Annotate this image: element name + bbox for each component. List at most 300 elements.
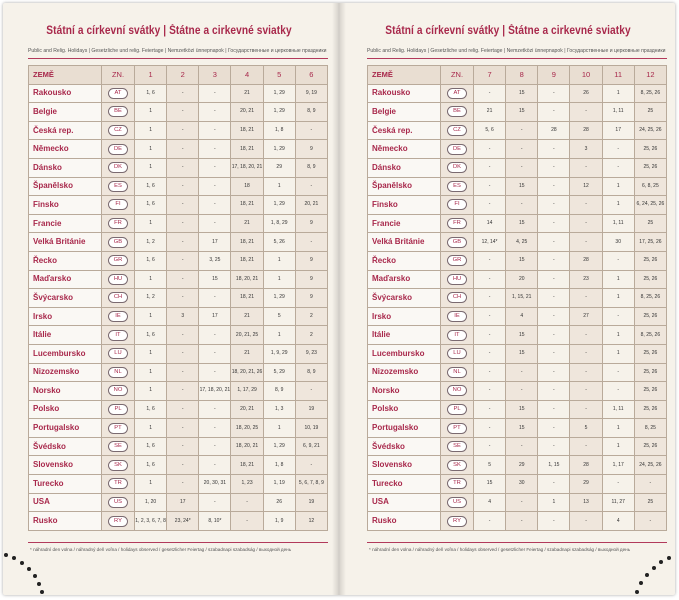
country-name: Francie — [368, 214, 441, 233]
holiday-dates-cell: 15 — [506, 251, 538, 270]
holiday-dates-cell: - — [570, 289, 602, 308]
holiday-dates-cell: 1, 8, 29 — [263, 214, 295, 233]
country-code-badge: LU — [108, 348, 128, 359]
country-name: Lucembursko — [29, 344, 102, 363]
holiday-dates-cell: 1, 19 — [263, 475, 295, 494]
holiday-dates-cell: 20, 21 — [231, 103, 263, 122]
country-code-badge: CZ — [447, 125, 467, 136]
holiday-dates-cell: - — [570, 158, 602, 177]
holiday-dates-cell: 29 — [263, 158, 295, 177]
holiday-dates-cell: 18, 21 — [231, 251, 263, 270]
holiday-dates-cell: - — [474, 326, 506, 345]
country-code-badge: ES — [108, 181, 128, 192]
holiday-dates-cell: 1 — [263, 270, 295, 289]
holiday-dates-cell: - — [538, 158, 570, 177]
country-name: Nizozemsko — [29, 363, 102, 382]
country-code-badge: CH — [447, 292, 467, 303]
country-name: USA — [29, 493, 102, 512]
holiday-dates-cell: 1, 6 — [135, 400, 167, 419]
holiday-dates-cell: 25, 26 — [634, 400, 666, 419]
holiday-dates-cell: - — [167, 363, 199, 382]
holiday-dates-cell: 11, 27 — [602, 493, 634, 512]
holiday-dates-cell: - — [199, 214, 231, 233]
holiday-dates-cell: 26 — [263, 493, 295, 512]
holiday-dates-cell: 18, 20, 21, 26 — [231, 363, 263, 382]
country-name: Česká rep. — [368, 121, 441, 140]
holiday-dates-cell: 1, 9 — [263, 512, 295, 531]
holiday-dates-cell: - — [199, 437, 231, 456]
holiday-dates-cell: - — [231, 512, 263, 531]
country-code-badge: TR — [108, 478, 128, 489]
holiday-dates-cell: - — [538, 177, 570, 196]
holiday-dates-cell: 1, 29 — [263, 289, 295, 308]
holiday-dates-cell: 1, 29 — [263, 196, 295, 215]
holiday-dates-cell: 1, 15, 21 — [506, 289, 538, 308]
holiday-dates-cell: 1 — [602, 270, 634, 289]
country-code-badge: GB — [108, 237, 128, 248]
holiday-dates-cell: 1 — [602, 419, 634, 438]
country-code-badge: GB — [447, 237, 467, 248]
holiday-dates-cell: 8, 25, 26 — [634, 326, 666, 345]
holiday-dates-cell: 1 — [602, 177, 634, 196]
holiday-dates-cell: - — [474, 307, 506, 326]
holiday-dates-cell: 15 — [506, 103, 538, 122]
country-name: Finsko — [368, 196, 441, 215]
holiday-dates-cell: 13 — [570, 493, 602, 512]
holiday-dates-cell: 1, 6 — [135, 456, 167, 475]
holiday-dates-cell: 1 — [135, 140, 167, 159]
holiday-dates-cell: 24, 25, 26 — [634, 456, 666, 475]
country-name: USA — [368, 493, 441, 512]
holiday-dates-cell: - — [167, 326, 199, 345]
holiday-dates-cell: 12, 14* — [474, 233, 506, 252]
country-name: Francie — [29, 214, 102, 233]
holiday-dates-cell: - — [199, 121, 231, 140]
header-month: 4 — [231, 66, 263, 85]
holiday-dates-cell: 19 — [295, 400, 327, 419]
country-name: Dánsko — [29, 158, 102, 177]
holiday-dates-cell: 4, 25 — [506, 233, 538, 252]
country-code-badge: HU — [108, 274, 128, 285]
holiday-dates-cell: 18, 20, 25 — [231, 419, 263, 438]
country-code-badge: FR — [108, 218, 128, 229]
holiday-dates-cell: 1, 11 — [602, 400, 634, 419]
country-code-badge: PT — [108, 423, 128, 434]
holiday-dates-cell: - — [538, 344, 570, 363]
holiday-dates-cell: 5, 6, 7, 8, 9 — [295, 475, 327, 494]
holiday-dates-cell: 9 — [295, 270, 327, 289]
country-code-badge: US — [447, 497, 467, 508]
holiday-dates-cell: - — [295, 177, 327, 196]
holiday-dates-cell: 9 — [295, 140, 327, 159]
holiday-dates-cell: - — [167, 196, 199, 215]
holiday-dates-cell: - — [506, 363, 538, 382]
holiday-dates-cell: 1, 15 — [538, 456, 570, 475]
holiday-dates-cell: 25, 26 — [634, 270, 666, 289]
holiday-dates-cell: 25, 26 — [634, 344, 666, 363]
country-name: Řecko — [29, 251, 102, 270]
country-code-badge: ES — [447, 181, 467, 192]
holiday-dates-cell: 4 — [506, 307, 538, 326]
holiday-dates-cell: 5 — [474, 456, 506, 475]
header-country: ZEMĚ — [29, 66, 102, 85]
country-code-badge: BE — [447, 106, 467, 117]
holiday-dates-cell: 4 — [602, 512, 634, 531]
holiday-dates-cell: - — [602, 140, 634, 159]
holiday-dates-cell: 1 — [135, 121, 167, 140]
holiday-dates-cell: 17 — [199, 233, 231, 252]
holiday-dates-cell: - — [199, 289, 231, 308]
holiday-dates-cell: 5, 6 — [474, 121, 506, 140]
country-name: Dánsko — [368, 158, 441, 177]
holiday-dates-cell: - — [474, 158, 506, 177]
country-code-badge: PL — [447, 404, 467, 415]
country-name: Turecko — [368, 475, 441, 494]
holiday-dates-cell: - — [167, 344, 199, 363]
holiday-dates-cell: - — [167, 177, 199, 196]
holiday-dates-cell: 9 — [295, 251, 327, 270]
holiday-dates-cell: 21 — [474, 103, 506, 122]
holiday-dates-cell: - — [538, 289, 570, 308]
holiday-dates-cell: 1, 8 — [263, 121, 295, 140]
header-month: 10 — [570, 66, 602, 85]
holiday-dates-cell: - — [295, 233, 327, 252]
holiday-dates-cell: 1 — [135, 475, 167, 494]
holiday-dates-cell: - — [506, 196, 538, 215]
holiday-dates-cell: - — [474, 419, 506, 438]
holiday-dates-cell: - — [167, 419, 199, 438]
holiday-dates-cell: - — [538, 419, 570, 438]
holiday-dates-cell: 21 — [231, 84, 263, 103]
holiday-dates-cell: - — [167, 140, 199, 159]
holiday-dates-cell: 28 — [570, 456, 602, 475]
country-code-badge: DK — [108, 162, 128, 173]
holiday-dates-cell: - — [570, 400, 602, 419]
holiday-dates-cell: 5 — [570, 419, 602, 438]
holiday-dates-cell: - — [474, 140, 506, 159]
holiday-dates-cell: - — [634, 475, 666, 494]
header-month: 9 — [538, 66, 570, 85]
holiday-dates-cell: 28 — [570, 121, 602, 140]
holiday-dates-cell: - — [295, 382, 327, 401]
holiday-dates-cell: - — [538, 437, 570, 456]
country-code-badge: DE — [447, 144, 467, 155]
holiday-dates-cell: - — [474, 270, 506, 289]
holiday-dates-cell: - — [474, 344, 506, 363]
holiday-dates-cell: - — [570, 437, 602, 456]
country-name: Belgie — [29, 103, 102, 122]
holiday-dates-cell: 5 — [263, 307, 295, 326]
country-name: Španělsko — [368, 177, 441, 196]
country-name: Polsko — [29, 400, 102, 419]
header-month: 11 — [602, 66, 634, 85]
country-name: Švédsko — [368, 437, 441, 456]
holiday-dates-cell: - — [506, 158, 538, 177]
holiday-dates-cell: 1 — [538, 493, 570, 512]
holiday-dates-cell: 18, 21 — [231, 456, 263, 475]
holiday-dates-cell: 1 — [602, 289, 634, 308]
country-code-badge: IE — [447, 311, 467, 322]
holiday-dates-cell: - — [167, 121, 199, 140]
country-name: Finsko — [29, 196, 102, 215]
holiday-dates-cell: 8, 9 — [295, 363, 327, 382]
holiday-dates-cell: - — [167, 475, 199, 494]
holiday-dates-cell: - — [506, 512, 538, 531]
header-month: 2 — [167, 66, 199, 85]
holiday-dates-cell: 18, 21 — [231, 121, 263, 140]
country-code-badge: IT — [447, 330, 467, 341]
country-name: Velká Británie — [368, 233, 441, 252]
holiday-dates-cell: 15 — [506, 400, 538, 419]
holiday-dates-cell: 26 — [570, 84, 602, 103]
holiday-dates-cell: 6, 8, 25 — [634, 177, 666, 196]
country-name: Řecko — [368, 251, 441, 270]
holiday-dates-cell: 1 — [263, 326, 295, 345]
holiday-dates-cell: 17, 18, 20, 21 — [231, 158, 263, 177]
country-code-badge: SE — [108, 441, 128, 452]
holiday-dates-cell: 20 — [506, 270, 538, 289]
country-name: Itálie — [29, 326, 102, 345]
holiday-dates-cell: 1, 6 — [135, 177, 167, 196]
holiday-dates-cell: 8, 25 — [634, 419, 666, 438]
holiday-dates-cell: 1 — [135, 270, 167, 289]
holiday-dates-cell: 1, 29 — [263, 437, 295, 456]
country-code-badge: FI — [447, 199, 467, 210]
header-code: ZN. — [102, 66, 135, 85]
holiday-dates-cell: - — [538, 307, 570, 326]
holiday-dates-cell: - — [506, 493, 538, 512]
holiday-dates-cell: 2 — [295, 326, 327, 345]
holiday-dates-cell: - — [167, 270, 199, 289]
country-code-badge: PL — [108, 404, 128, 415]
holiday-dates-cell: 1, 3 — [263, 400, 295, 419]
holiday-dates-cell: - — [474, 512, 506, 531]
holiday-dates-cell: 8, 25, 26 — [634, 84, 666, 103]
holiday-dates-cell: 1, 6 — [135, 326, 167, 345]
holiday-dates-cell: - — [538, 512, 570, 531]
holiday-dates-cell: - — [602, 475, 634, 494]
country-code-badge: TR — [447, 478, 467, 489]
holiday-dates-cell: 17 — [199, 307, 231, 326]
country-name: Rusko — [368, 512, 441, 531]
holiday-dates-cell: 1 — [602, 84, 634, 103]
holiday-dates-cell: 1 — [263, 419, 295, 438]
holiday-dates-cell: 15 — [506, 214, 538, 233]
holiday-dates-cell: 1, 9, 29 — [263, 344, 295, 363]
page-subtitle: Public and Relig. Holidays | Gesetzliche und relig. Feiertage | Nemzetközi ünnepnapok | Государственные и церковные праздники — [367, 48, 666, 54]
page-title: Státní a církevní svátky | Štátne a cirkevné sviatky — [385, 25, 631, 37]
holiday-dates-cell: 8, 9 — [295, 158, 327, 177]
holiday-dates-cell: - — [570, 214, 602, 233]
holiday-dates-cell: 9 — [295, 289, 327, 308]
holiday-dates-cell: - — [199, 400, 231, 419]
holiday-dates-cell: - — [506, 140, 538, 159]
holiday-dates-cell: - — [199, 344, 231, 363]
holiday-dates-cell: 18, 20, 21 — [231, 270, 263, 289]
holiday-dates-cell: 1, 17, 29 — [231, 382, 263, 401]
holiday-dates-cell: 1 — [135, 382, 167, 401]
holiday-dates-cell: 15 — [199, 270, 231, 289]
holiday-dates-cell: - — [167, 103, 199, 122]
holiday-dates-cell: 20, 21 — [295, 196, 327, 215]
holiday-dates-cell: 1, 29 — [263, 140, 295, 159]
holiday-dates-cell: - — [474, 177, 506, 196]
holiday-dates-cell: 8, 10* — [199, 512, 231, 531]
holiday-dates-cell: 25, 26 — [634, 307, 666, 326]
country-code-badge: IE — [108, 311, 128, 322]
country-code-badge: IT — [108, 330, 128, 341]
holiday-dates-cell: 9 — [295, 214, 327, 233]
holiday-dates-cell: 24, 25, 26 — [634, 121, 666, 140]
country-code-badge: CZ — [108, 125, 128, 136]
holiday-dates-cell: 18, 21 — [231, 196, 263, 215]
holiday-dates-cell: - — [199, 84, 231, 103]
holiday-dates-cell: 1, 6 — [135, 84, 167, 103]
country-code-badge: BE — [108, 106, 128, 117]
holiday-dates-cell: - — [167, 456, 199, 475]
holiday-dates-cell: 20, 21, 25 — [231, 326, 263, 345]
footnote: * náhradní den volna / náhradný deň voľna / holidays observed / gesetzlicher Feiertag / szabadnapi szabadság / выходной день — [30, 547, 292, 552]
holiday-dates-cell: 8, 25, 26 — [634, 289, 666, 308]
country-name: Irsko — [29, 307, 102, 326]
header-code: ZN. — [441, 66, 474, 85]
header-month: 8 — [506, 66, 538, 85]
holiday-dates-cell: 1, 2, 3, 6, 7, 8 — [135, 512, 167, 531]
holiday-dates-cell: 1 — [602, 196, 634, 215]
header-month: 5 — [263, 66, 295, 85]
country-name: Německo — [368, 140, 441, 159]
holiday-dates-cell: 1 — [135, 344, 167, 363]
holiday-dates-cell: - — [506, 437, 538, 456]
holiday-dates-cell: 21 — [231, 214, 263, 233]
holiday-dates-cell: - — [570, 512, 602, 531]
holiday-dates-cell: 19 — [295, 493, 327, 512]
holiday-dates-cell: - — [199, 103, 231, 122]
holiday-dates-cell: 1, 6 — [135, 196, 167, 215]
holiday-dates-cell: 21 — [231, 344, 263, 363]
holiday-dates-cell: 1, 11 — [602, 214, 634, 233]
holiday-dates-cell: - — [538, 214, 570, 233]
holiday-dates-cell: - — [199, 456, 231, 475]
holiday-dates-cell: 1 — [135, 103, 167, 122]
holiday-dates-cell: - — [570, 344, 602, 363]
holiday-dates-cell: 15 — [474, 475, 506, 494]
holiday-dates-cell: 1, 17 — [602, 456, 634, 475]
holiday-dates-cell: 15 — [506, 326, 538, 345]
holiday-dates-cell: 1, 11 — [602, 103, 634, 122]
holiday-dates-cell: 18, 21 — [231, 289, 263, 308]
holiday-dates-cell: - — [199, 326, 231, 345]
holiday-dates-cell: - — [602, 382, 634, 401]
country-code-badge: SE — [447, 441, 467, 452]
country-name: Švýcarsko — [29, 289, 102, 308]
country-code-badge: DE — [108, 144, 128, 155]
country-name: Velká Británie — [29, 233, 102, 252]
holiday-dates-cell: - — [199, 196, 231, 215]
holiday-dates-cell: 25, 26 — [634, 140, 666, 159]
holiday-dates-cell: 1 — [135, 214, 167, 233]
holiday-dates-cell: - — [474, 196, 506, 215]
holiday-dates-cell: 8, 9 — [295, 103, 327, 122]
holiday-dates-cell: 29 — [506, 456, 538, 475]
holiday-dates-cell: - — [570, 196, 602, 215]
holiday-dates-cell: 28 — [570, 251, 602, 270]
holiday-dates-cell: 2 — [295, 307, 327, 326]
holiday-dates-cell: 1 — [263, 177, 295, 196]
country-code-badge: NO — [108, 385, 128, 396]
holiday-dates-cell: - — [602, 158, 634, 177]
holiday-dates-cell: 1, 2 — [135, 233, 167, 252]
holiday-dates-cell: 23 — [570, 270, 602, 289]
holiday-dates-cell: - — [199, 140, 231, 159]
holiday-dates-cell: 1 — [263, 251, 295, 270]
holiday-dates-cell: - — [199, 363, 231, 382]
country-code-badge: LU — [447, 348, 467, 359]
country-name: Rakousko — [29, 84, 102, 103]
holiday-dates-cell: - — [167, 251, 199, 270]
holiday-dates-cell: - — [538, 382, 570, 401]
holiday-dates-cell: - — [570, 103, 602, 122]
holiday-dates-cell: 10, 19 — [295, 419, 327, 438]
country-code-badge: GR — [447, 255, 467, 266]
holiday-dates-cell: - — [538, 400, 570, 419]
holiday-dates-cell: - — [570, 326, 602, 345]
country-name: Česká rep. — [29, 121, 102, 140]
country-code-badge: RY — [108, 516, 128, 527]
holiday-dates-cell: 5, 26 — [263, 233, 295, 252]
holiday-dates-cell: - — [538, 140, 570, 159]
holiday-dates-cell: 25, 26 — [634, 363, 666, 382]
holiday-dates-cell: - — [538, 475, 570, 494]
holiday-dates-cell: - — [167, 382, 199, 401]
holiday-dates-cell: 15 — [506, 84, 538, 103]
holiday-dates-cell: - — [570, 382, 602, 401]
holiday-dates-cell: 20, 30, 31 — [199, 475, 231, 494]
holiday-dates-cell: - — [538, 103, 570, 122]
holiday-dates-cell: 21 — [231, 307, 263, 326]
holiday-dates-cell: 1, 29 — [263, 103, 295, 122]
holiday-dates-cell: 18, 20, 21 — [231, 437, 263, 456]
country-name: Německo — [29, 140, 102, 159]
holiday-dates-cell: - — [538, 326, 570, 345]
holiday-dates-cell: - — [167, 214, 199, 233]
country-name: Norsko — [368, 382, 441, 401]
holiday-dates-cell: 28 — [538, 121, 570, 140]
holiday-dates-cell: 9, 23 — [295, 344, 327, 363]
holiday-dates-cell: - — [231, 493, 263, 512]
holiday-dates-cell: 18, 21 — [231, 233, 263, 252]
holiday-dates-cell: 14 — [474, 214, 506, 233]
header-month: 6 — [295, 66, 327, 85]
holiday-dates-cell: - — [474, 289, 506, 308]
country-code-badge: GR — [108, 255, 128, 266]
holiday-dates-cell: 30 — [602, 233, 634, 252]
holiday-dates-cell: 12 — [295, 512, 327, 531]
page-subtitle: Public and Relig. Holidays | Gesetzliche und relig. Feiertage | Nemzetközi ünnepnapok | Государственные и церковные праздники — [28, 48, 327, 54]
holiday-dates-cell: 1, 2 — [135, 289, 167, 308]
holiday-dates-cell: - — [474, 84, 506, 103]
holiday-dates-cell: - — [199, 177, 231, 196]
header-month: 7 — [474, 66, 506, 85]
holiday-dates-cell: - — [602, 307, 634, 326]
holiday-dates-cell: 12 — [570, 177, 602, 196]
country-code-badge: AT — [447, 88, 467, 99]
holiday-dates-cell: 25 — [634, 493, 666, 512]
holiday-dates-cell: 25, 26 — [634, 158, 666, 177]
holiday-dates-cell: - — [295, 456, 327, 475]
holiday-dates-cell: 1 — [135, 158, 167, 177]
header-country: ZEMĚ — [368, 66, 441, 85]
